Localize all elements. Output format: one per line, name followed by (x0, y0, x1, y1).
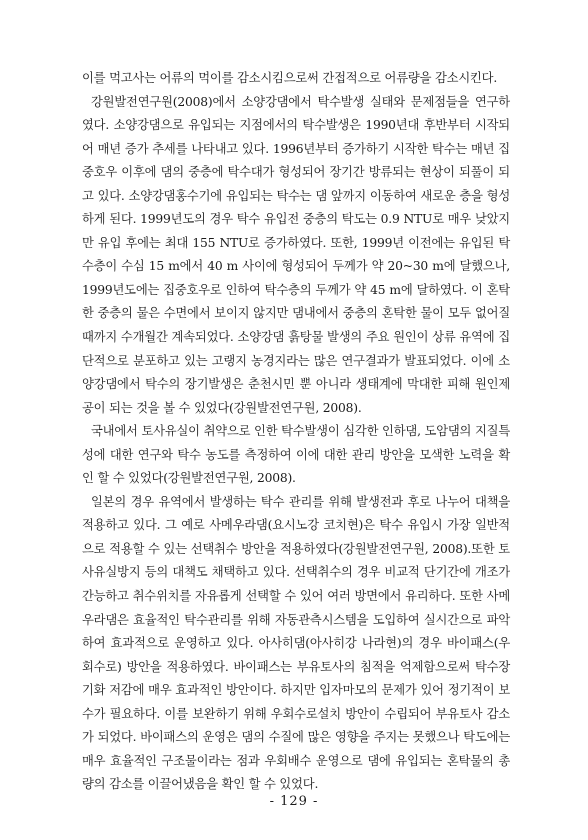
paragraph: 이를 먹고사는 어류의 먹이를 감소시킴으로써 간접적으로 어류량을 감소시킨다. (82, 71, 498, 85)
body-text (82, 67, 510, 797)
paragraph: 일본의 경우 유역에서 발생하는 탁수 관리를 위해 발생전과 후로 나누어 대책을 적용하고 있다. 그 예로 사메우라댐(요시노강 코치현)은 탁수 유입시 가장 일반적으로 적용할 수 있는 선택취수 방안을 적용하였다(강원발전연구원, 2008).또한 토사유실방지 등의 대책도 채택하고 있다. 선택취수의 경우 비교적 단기간에 개조가 간능하고 취수위치를 자유롭게 선택할 수 있어 여러 방면에서 유리하다. 또한 사메우라댐은 효율적인 탁수관리를 위해 자동관측시스템을 도입하여 실시간으로 파악하여 효과적으로 운영하고 있다. 아사히댐(아사히강 나라현)의 경우 바이패스(우회수로) 방안을 적용하였다. 바이패스는 부유토사의 침적을 억제함으로써 탁수장기화 저감에 매우 효과적인 방안이다. 하지만 입자마모의 문제가 있어 정기적이 보수가 필요하다. 이를 보완하기 위해 우회수로설치 방안이 수립되어 부유토사 감소가 되었다. 바이패스의 운영은 댐의 수질에 많은 영향을 주지는 못했으나 탁도에는 매우 효율적인 구조물이라는 점과 우회배수 운영으로 댐에 유입되는 혼탁물의 총량의 감소를 이끌어냈음을 확인 할 수 있었다. (82, 494, 510, 792)
page-number: - 129 - (269, 794, 319, 809)
paragraph: 강원발전연구원(2008)에서 소양강댐에서 탁수발생 실태와 문제점들을 연구하였다. 소양강댐으로 유입되는 지점에서의 탁수발생은 1990년대 후반부터 시작되어 매년 증가 추세를 나타내고 있다. 1996년부터 증가하기 시작한 탁수는 매년 집중호우 이후에 댐의 중층에 탁수대가 형성되어 장기간 방류되는 현상이 되풀이 되고 있다. 소양강댐홍수기에 유입되는 탁수는 댐 앞까지 이동하여 새로운 층을 형성하게 된다. 1999년도의 경우 탁수 유입전 중층의 탁도는 0.9 NTU로 매우 낮았지만 유입 후에는 최대 155 NTU로 증가하였다. 또한, 1999년 이전에는 유입된 탁수층이 수심 15 m에서 40 m 사이에 형성되어 두께가 약 20~30 m에 달했으나, 1999년도에는 집중호우로 인하여 탁수층의 두께가 약 45 m에 달하였다. 이 혼탁한 중층의 물은 수면에서 보이지 않지만 댐내에서 중층의 혼탁한 물이 모두 없어질 때까지 수개월간 계속되었다. 소양강댐 흙탕물 발생의 주요 원인이 상류 유역에 집단적으로 분포하고 있는 고랭지 농경지라는 많은 연구결과가 발표되었다. 이에 소양강댐에서 탁수의 장기발생은 춘천시민 뿐 아니라 생태계에 막대한 피해 원인제공이 되는 것을 볼 수 있었다(강원발전연구원, 2008). (82, 94, 510, 415)
paragraph: 국내에서 토사유실이 취약으로 인한 탁수발생이 심각한 인하댐, 도암댐의 지질특성에 대한 연구와 탁수 농도를 측정하여 이에 대한 관리 방안을 모색한 노력을 확인 할 수 있었다(강원발전연구원, 2008). (82, 424, 510, 486)
